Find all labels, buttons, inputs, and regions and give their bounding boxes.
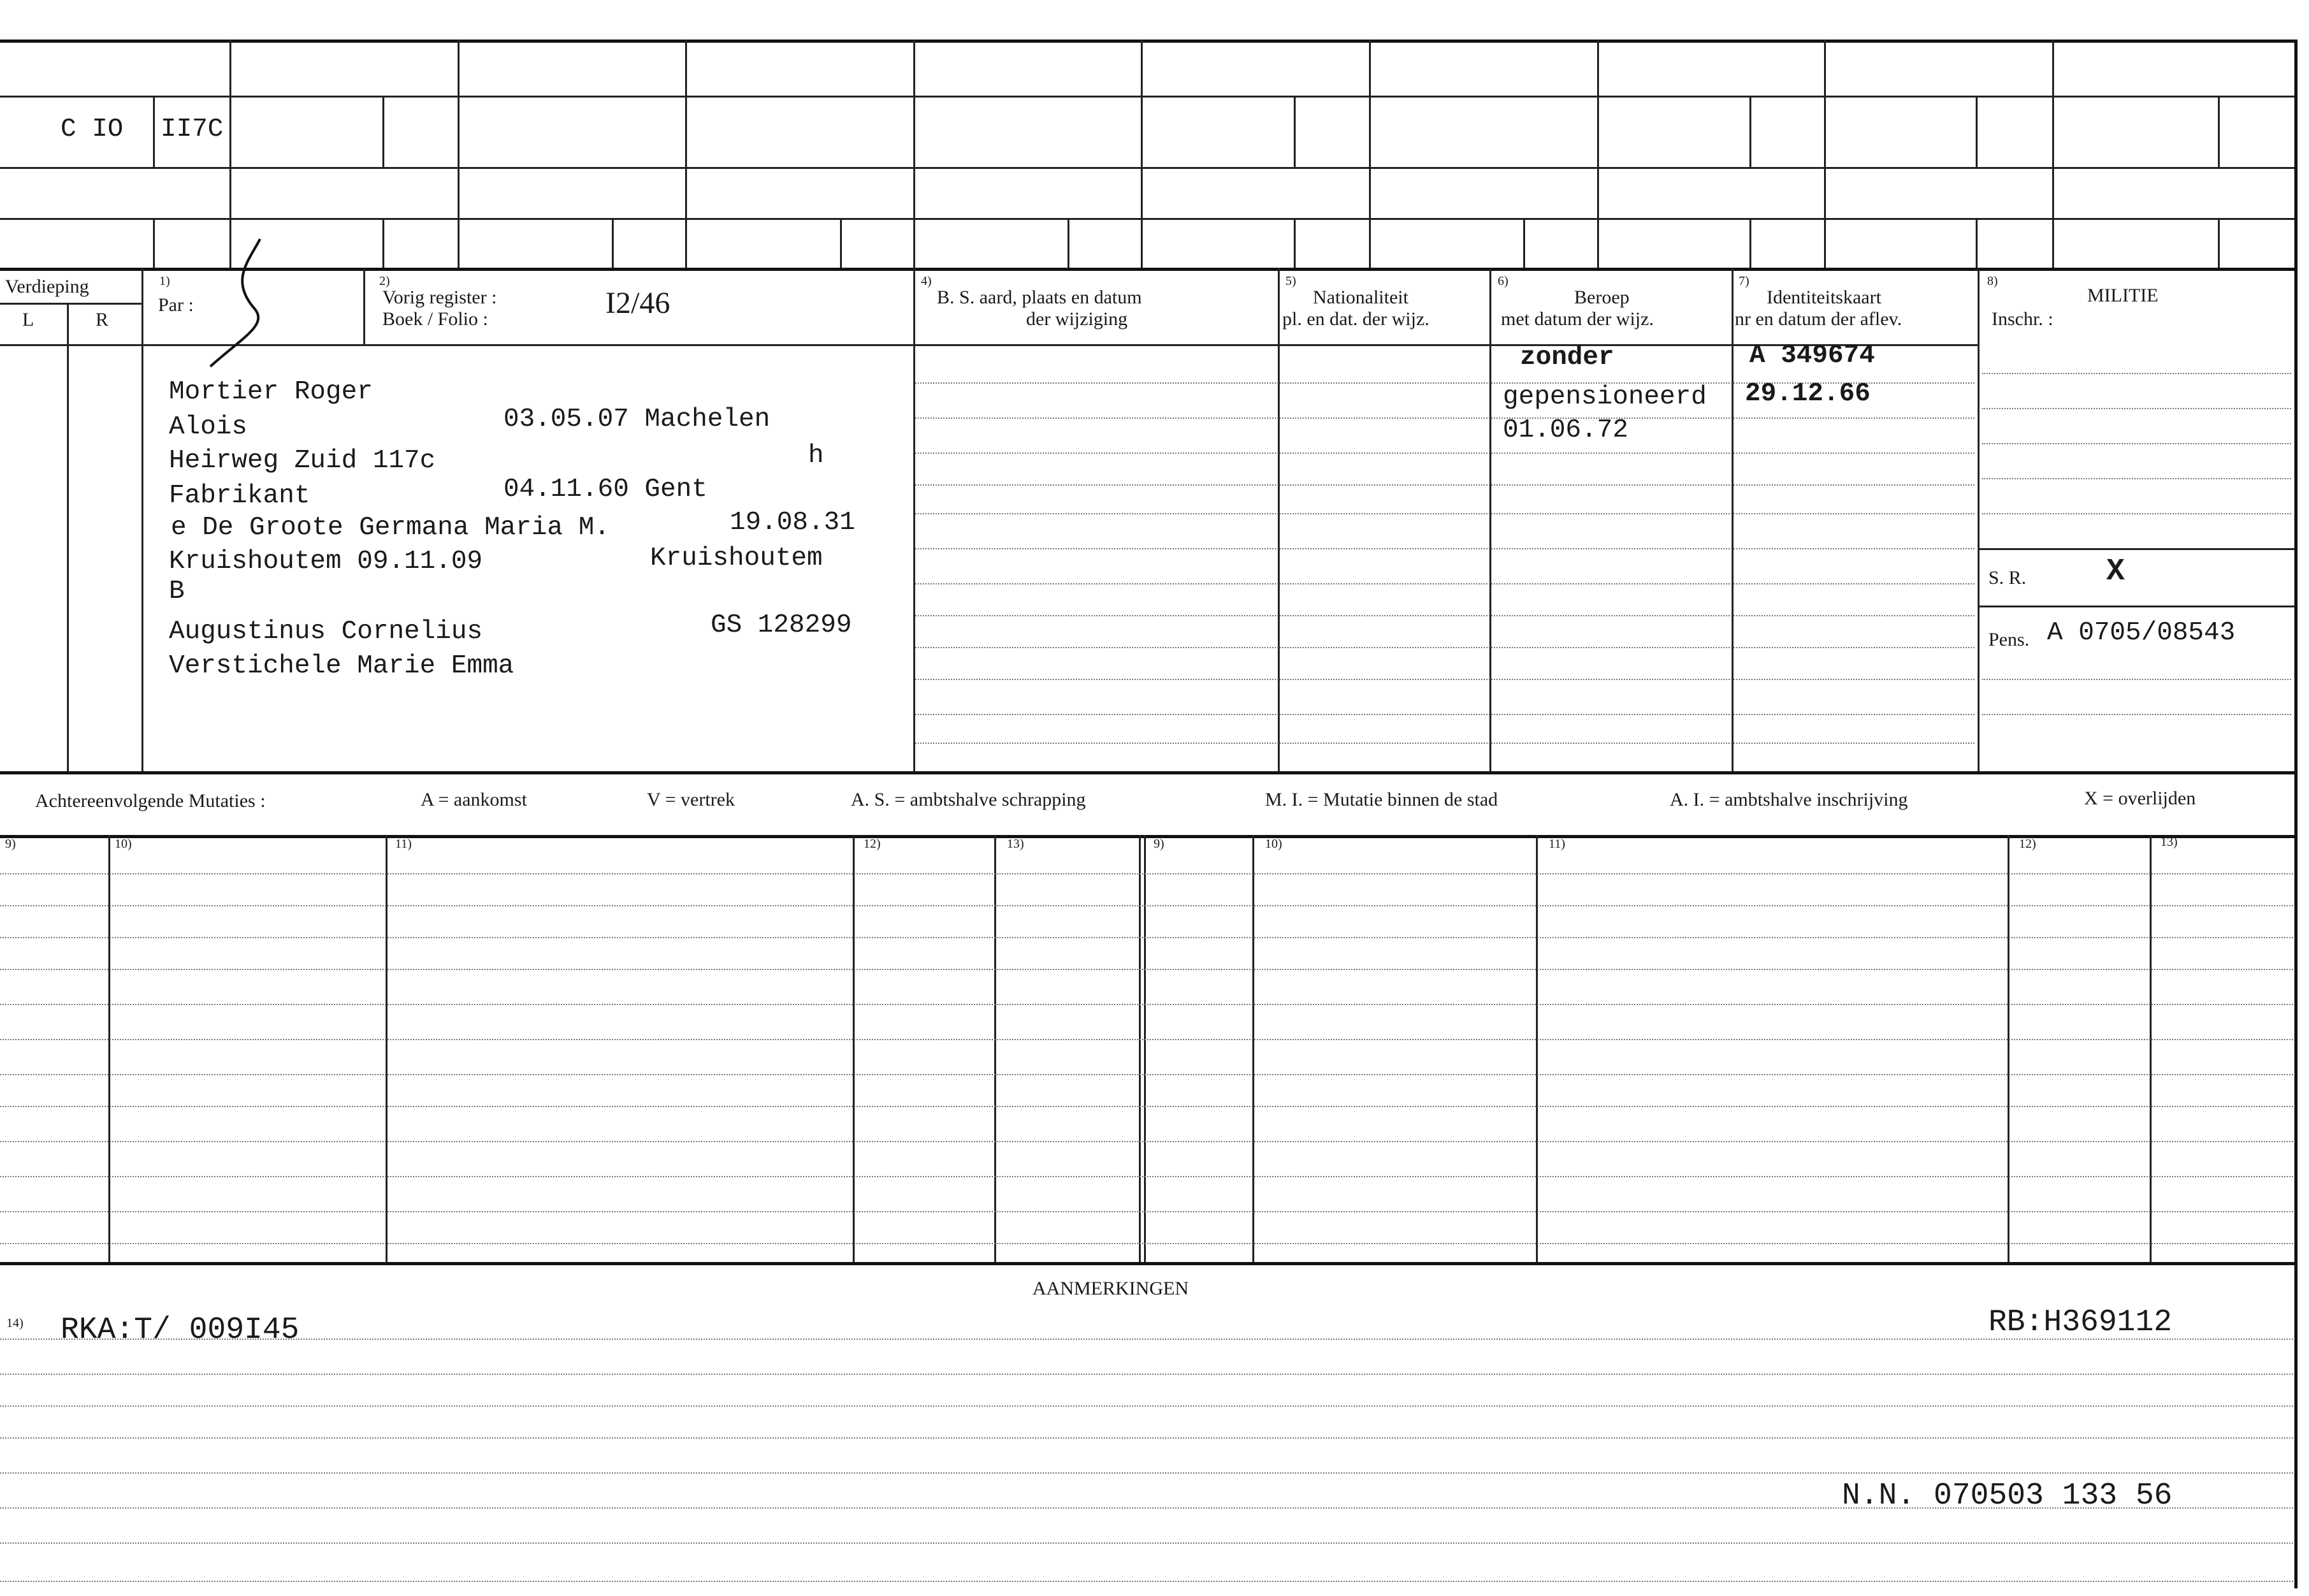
remarks-rb: RB:H369112 [1988, 1305, 2173, 1340]
militie-sr-label: S. R. [1988, 567, 2027, 588]
militie-pens-label: Pens. [1988, 629, 2030, 650]
col8-number: 8) [1987, 274, 1998, 288]
col7-line2: nr en datum der aflev. [1735, 308, 1902, 330]
mut-col-12b: 12) [2019, 837, 2036, 851]
mut-col-9b: 9) [1154, 837, 1164, 851]
mut-col-13a: 13) [1007, 837, 1024, 851]
person-line8: Augustinus Cornelius [169, 617, 483, 646]
person-line2-date: 03.05.07 Machelen [503, 405, 771, 434]
mut-col-9a: 9) [5, 837, 16, 851]
beroep-value-3: 01.06.72 [1503, 416, 1628, 445]
id-card-number: A 349674 [1749, 341, 1875, 370]
id-card-date: 29.12.66 [1745, 379, 1871, 409]
mut-col-13b: 13) [2161, 835, 2178, 849]
beroep-value-2: gepensioneerd [1503, 382, 1707, 412]
col4-line2: der wijziging [1026, 308, 1128, 330]
col6-number: 6) [1498, 274, 1509, 288]
person-line2-name: Alois [169, 412, 248, 442]
person-line3: Heirweg Zuid 117c [169, 446, 436, 475]
legend-internal-move: M. I. = Mutatie binnen de stad [1265, 789, 1498, 810]
verdieping-right: R [96, 309, 109, 330]
person-line9: Verstichele Marie Emma [169, 651, 514, 681]
mut-col-11b: 11) [1549, 837, 1565, 851]
mut-col-10b: 10) [1265, 837, 1282, 851]
person-line4-date: 04.11.60 Gent [503, 475, 707, 504]
verdieping-left: L [22, 309, 34, 330]
person-line8-code: GS 128299 [711, 611, 852, 640]
col2-label-b: Boek / Folio : [382, 308, 488, 330]
person-line5-date: 19.08.31 [730, 508, 855, 537]
top-code: C IO [61, 115, 124, 144]
person-line6: Kruishoutem 09.11.09 [169, 547, 483, 576]
col1-number: 1) [159, 274, 170, 288]
col5-line2: pl. en dat. der wijz. [1282, 308, 1430, 330]
legend-deregistration: A. S. = ambtshalve schrapping [851, 789, 1086, 810]
remarks-number: 14) [6, 1316, 24, 1330]
remarks-nn: N.N. 070503 133 56 [1842, 1479, 2173, 1513]
legend-departure: V = vertrek [647, 789, 735, 810]
col2-number: 2) [379, 274, 390, 288]
legend-death: X = overlijden [2084, 788, 2196, 809]
col5-number: 5) [1285, 274, 1296, 288]
col2-label-a: Vorig register : [382, 287, 497, 308]
remarks-rka: RKA:T/ 009I45 [61, 1313, 300, 1347]
col2-value: I2/46 [605, 286, 670, 320]
militie-sr-value: X [2106, 555, 2125, 589]
col7-line1: Identiteitskaart [1767, 287, 1881, 308]
militie-inschr: Inschr. : [1992, 308, 2053, 330]
person-line6-place: Kruishoutem [650, 544, 823, 573]
mut-col-12a: 12) [864, 837, 881, 851]
legend-registration: A. I. = ambtshalve inschrijving [1670, 789, 1908, 810]
col5-line1: Nationaliteit [1313, 287, 1408, 308]
person-line4-job: Fabrikant [169, 481, 310, 511]
col6-line2: met datum der wijz. [1501, 308, 1654, 330]
legend-arrival: A = aankomst [421, 789, 527, 810]
col7-number: 7) [1739, 274, 1749, 288]
mut-col-10a: 10) [115, 837, 132, 851]
militie-pens-value: A 0705/08543 [2047, 618, 2236, 648]
col4-line1: B. S. aard, plaats en datum [937, 287, 1142, 308]
col1-label: Par : [158, 294, 194, 316]
remarks-title: AANMERKINGEN [1032, 1278, 1189, 1299]
person-line7: B [169, 577, 185, 606]
person-line5: e De Groote Germana Maria M. [171, 513, 610, 542]
col4-number: 4) [921, 274, 932, 288]
person-line3-mark: h [808, 441, 824, 470]
mut-col-11a: 11) [395, 837, 412, 851]
col6-line1: Beroep [1574, 287, 1630, 308]
person-line1: Mortier Roger [169, 377, 373, 407]
verdieping-label: Verdieping [5, 276, 89, 297]
militie-title: MILITIE [2087, 285, 2159, 306]
handwritten-par-mark [204, 236, 287, 370]
beroep-value-1: zonder [1520, 343, 1614, 372]
top-number: II7C [161, 115, 224, 144]
mutations-legend-label: Achtereenvolgende Mutaties : [35, 790, 266, 811]
